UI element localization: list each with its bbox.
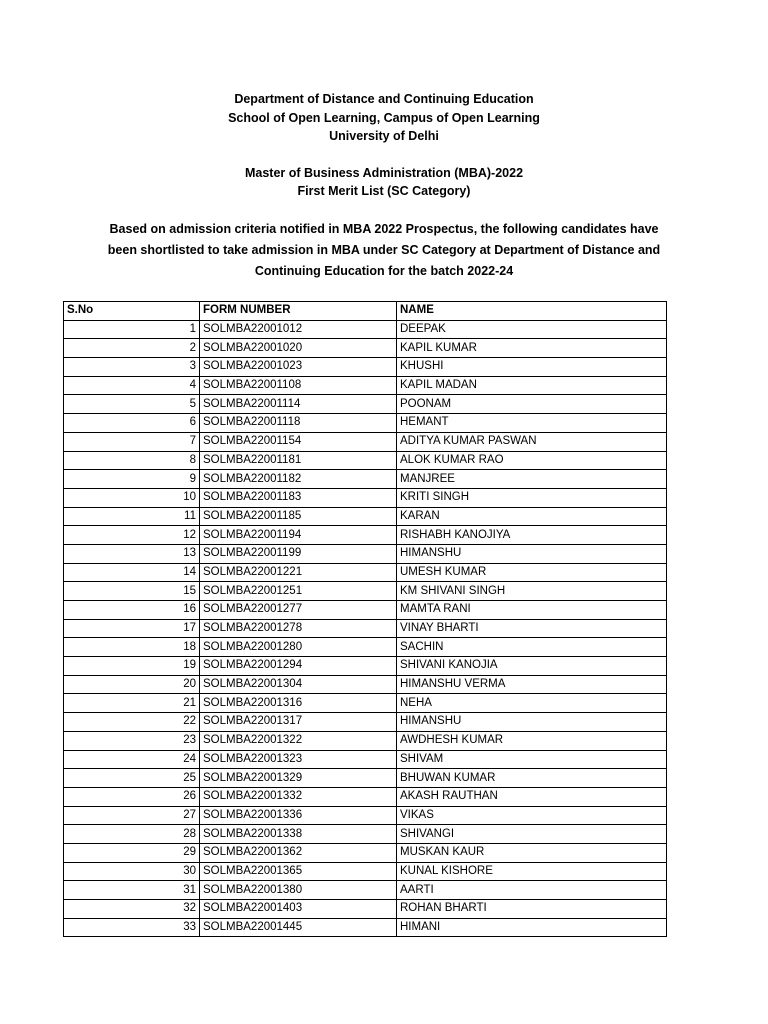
cell-name: VINAY BHARTI [397,619,667,638]
cell-form-number: SOLMBA22001316 [200,694,397,713]
cell-sno: 8 [64,451,200,470]
cell-form-number: SOLMBA22001154 [200,432,397,451]
cell-sno: 30 [64,862,200,881]
table-header-row [64,302,667,321]
cell-name: HIMANSHU [397,713,667,732]
cell-sno: 11 [64,507,200,526]
cell-form-number: SOLMBA22001020 [200,339,397,358]
cell-sno: 17 [64,619,200,638]
cell-sno: 22 [64,713,200,732]
table-row [64,358,667,377]
cell-form-number: SOLMBA22001332 [200,787,397,806]
cell-name: AKASH RAUTHAN [397,787,667,806]
cell-form-number: SOLMBA22001362 [200,843,397,862]
cell-name: KARAN [397,507,667,526]
table-row [64,320,667,339]
cell-form-number: SOLMBA22001278 [200,619,397,638]
table-row [64,414,667,433]
cell-form-number: SOLMBA22001185 [200,507,397,526]
cell-name: DEEPAK [397,320,667,339]
cell-sno: 12 [64,526,200,545]
cell-sno: 21 [64,694,200,713]
cell-name: KRITI SINGH [397,488,667,507]
cell-name: HEMANT [397,414,667,433]
cell-sno: 10 [64,488,200,507]
cell-form-number: SOLMBA22001280 [200,638,397,657]
cell-sno: 24 [64,750,200,769]
cell-form-number: SOLMBA22001199 [200,544,397,563]
cell-form-number: SOLMBA22001182 [200,470,397,489]
cell-sno: 15 [64,582,200,601]
table-row [64,395,667,414]
cell-name: AWDHESH KUMAR [397,731,667,750]
cell-form-number: SOLMBA22001445 [200,918,397,937]
table-row [64,451,667,470]
cell-sno: 14 [64,563,200,582]
cell-name: NEHA [397,694,667,713]
cell-name: KUNAL KISHORE [397,862,667,881]
cell-name: ALOK KUMAR RAO [397,451,667,470]
table-row [64,862,667,881]
university-title: University of Delhi [329,129,439,143]
cell-name: BHUWAN KUMAR [397,769,667,788]
table-row [64,787,667,806]
cell-name: SHIVAM [397,750,667,769]
table-row [64,376,667,395]
cell-sno: 31 [64,881,200,900]
cell-form-number: SOLMBA22001304 [200,675,397,694]
cell-sno: 4 [64,376,200,395]
cell-form-number: SOLMBA22001329 [200,769,397,788]
table-row [64,881,667,900]
table-row [64,638,667,657]
cell-sno: 20 [64,675,200,694]
cell-name: MANJREE [397,470,667,489]
cell-sno: 19 [64,657,200,676]
cell-sno: 27 [64,806,200,825]
cell-sno: 25 [64,769,200,788]
cell-name: MAMTA RANI [397,601,667,620]
cell-sno: 26 [64,787,200,806]
department-title: Department of Distance and Continuing Education [234,92,534,106]
cell-form-number: SOLMBA22001012 [200,320,397,339]
cell-sno: 28 [64,825,200,844]
table-row [64,675,667,694]
cell-form-number: SOLMBA22001338 [200,825,397,844]
cell-form-number: SOLMBA22001294 [200,657,397,676]
table-row [64,544,667,563]
cell-form-number: SOLMBA22001108 [200,376,397,395]
table-row [64,601,667,620]
cell-name: SHIVANI KANOJIA [397,657,667,676]
cell-name: VIKAS [397,806,667,825]
cell-sno: 33 [64,918,200,937]
cell-form-number: SOLMBA22001317 [200,713,397,732]
cell-name: AARTI [397,881,667,900]
cell-form-number: SOLMBA22001323 [200,750,397,769]
cell-sno: 1 [64,320,200,339]
cell-sno: 18 [64,638,200,657]
cell-sno: 5 [64,395,200,414]
table-row [64,750,667,769]
school-title: School of Open Learning, Campus of Open Learning [228,110,540,125]
cell-sno: 2 [64,339,200,358]
table-row [64,918,667,937]
table-row [64,526,667,545]
cell-sno: 6 [64,414,200,433]
cell-name: KAPIL KUMAR [397,339,667,358]
cell-sno: 32 [64,900,200,919]
table-row [64,432,667,451]
cell-sno: 13 [64,544,200,563]
cell-name: HIMANSHU [397,544,667,563]
cell-name: ROHAN BHARTI [397,900,667,919]
cell-form-number: SOLMBA22001114 [200,395,397,414]
cell-form-number: SOLMBA22001380 [200,881,397,900]
admission-note: Based on admission criteria notified in MBA 2022 Prospectus, the following candidates have been shortlisted to take admission in MBA under SC Category at Department of Distance and Continuing Education for the batch 2022-24 [107,221,661,278]
table-row [64,825,667,844]
cell-sno: 3 [64,358,200,377]
document-header [0,90,768,282]
cell-form-number: SOLMBA22001251 [200,582,397,601]
cell-form-number: SOLMBA22001023 [200,358,397,377]
cell-name: KHUSHI [397,358,667,377]
cell-name: ADITYA KUMAR PASWAN [397,432,667,451]
column-header-form-number: FORM NUMBER [200,302,397,321]
table-row [64,582,667,601]
cell-form-number: SOLMBA22001183 [200,488,397,507]
table-row [64,488,667,507]
table-row [64,806,667,825]
cell-sno: 29 [64,843,200,862]
table-row [64,713,667,732]
cell-sno: 9 [64,470,200,489]
column-header-name: NAME [397,302,667,321]
cell-name: SHIVANGI [397,825,667,844]
table-row [64,731,667,750]
merit-list-table [63,301,667,937]
cell-name: HIMANI [397,918,667,937]
cell-form-number: SOLMBA22001277 [200,601,397,620]
cell-name: SACHIN [397,638,667,657]
cell-name: KM SHIVANI SINGH [397,582,667,601]
cell-form-number: SOLMBA22001194 [200,526,397,545]
table-row [64,619,667,638]
table-row [64,769,667,788]
cell-form-number: SOLMBA22001118 [200,414,397,433]
cell-name: KAPIL MADAN [397,376,667,395]
cell-sno: 23 [64,731,200,750]
table-row [64,339,667,358]
table-row [64,563,667,582]
cell-form-number: SOLMBA22001403 [200,900,397,919]
cell-name: HIMANSHU VERMA [397,675,667,694]
column-header-sno: S.No [64,302,200,321]
table-row [64,694,667,713]
list-title: First Merit List (SC Category) [297,184,471,198]
cell-form-number: SOLMBA22001181 [200,451,397,470]
cell-name: UMESH KUMAR [397,563,667,582]
table-row [64,657,667,676]
table-row [64,470,667,489]
table-row [64,507,667,526]
cell-name: POONAM [397,395,667,414]
program-title: Master of Business Administration (MBA)-2022 [244,165,524,180]
cell-form-number: SOLMBA22001365 [200,862,397,881]
cell-form-number: SOLMBA22001221 [200,563,397,582]
table-row [64,843,667,862]
cell-name: RISHABH KANOJIYA [397,526,667,545]
cell-form-number: SOLMBA22001322 [200,731,397,750]
table-row [64,900,667,919]
cell-name: MUSKAN KAUR [397,843,667,862]
cell-form-number: SOLMBA22001336 [200,806,397,825]
cell-sno: 16 [64,601,200,620]
cell-sno: 7 [64,432,200,451]
